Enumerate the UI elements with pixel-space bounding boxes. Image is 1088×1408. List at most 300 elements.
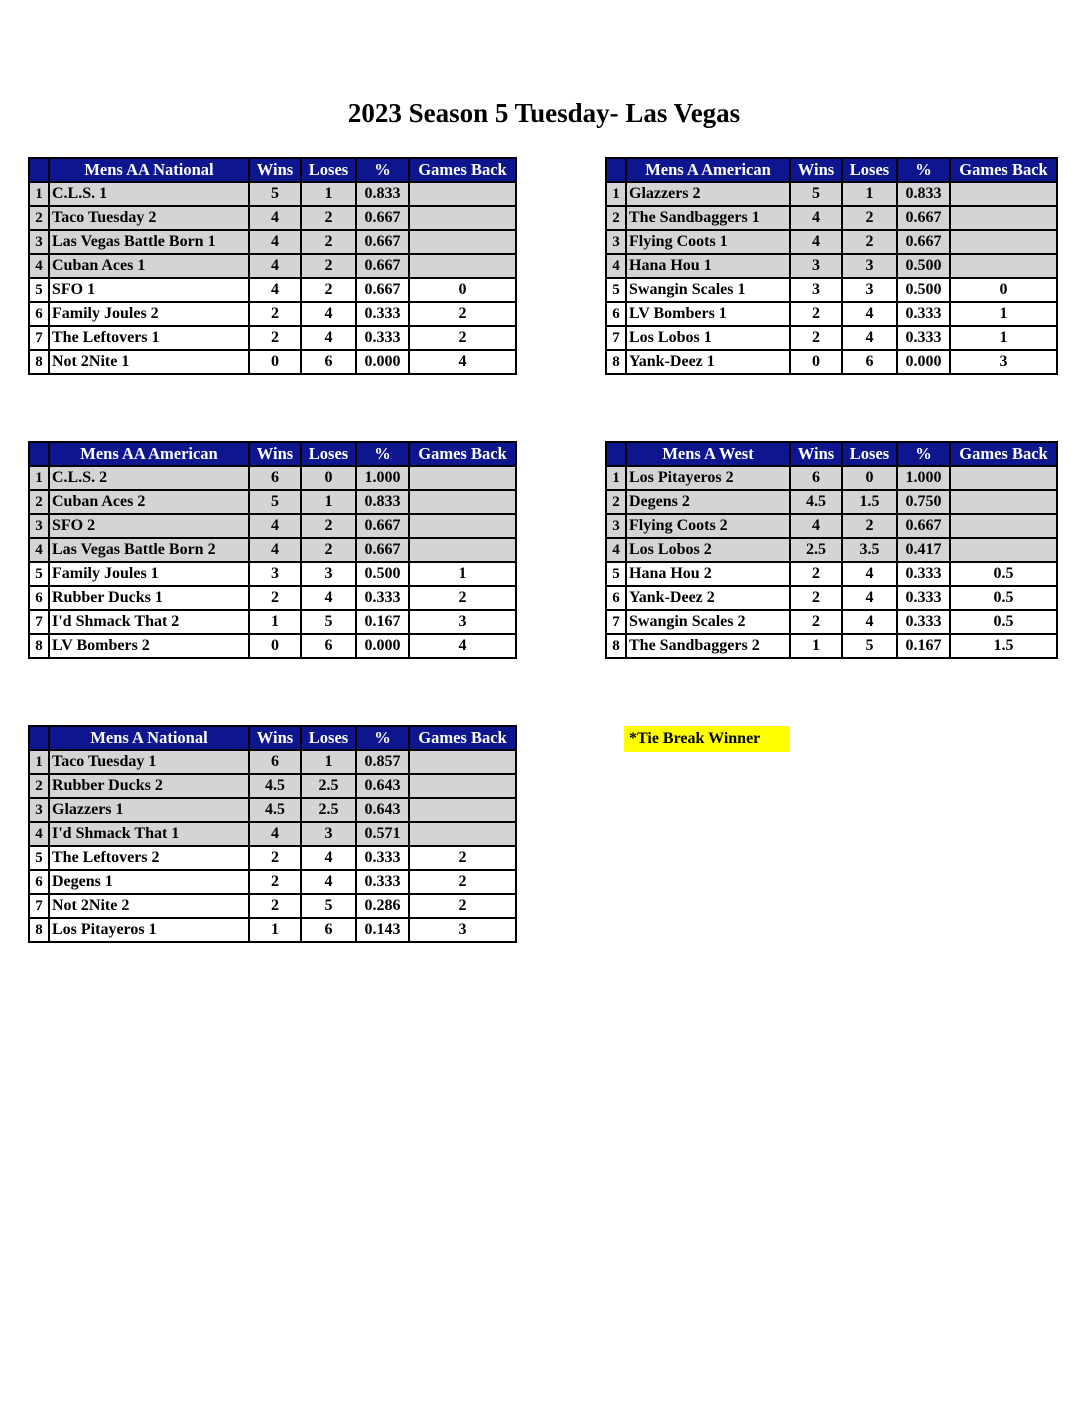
team-cell: Not 2Nite 1 xyxy=(49,350,249,374)
pct-cell: 0.750 xyxy=(897,490,950,514)
table-row xyxy=(606,538,1057,562)
rank-cell: 1 xyxy=(606,466,626,490)
games-back-cell xyxy=(409,466,516,490)
wins-cell: 1 xyxy=(249,610,301,634)
pct-header: % xyxy=(897,442,950,466)
rank-cell: 8 xyxy=(29,918,49,942)
team-cell: Los Lobos 2 xyxy=(626,538,790,562)
table-row xyxy=(29,894,516,918)
pct-cell: 0.667 xyxy=(897,514,950,538)
rank-cell: 6 xyxy=(29,870,49,894)
loses-cell: 3 xyxy=(301,562,356,586)
games-back-cell: 2 xyxy=(409,894,516,918)
table-row xyxy=(29,206,516,230)
table-row xyxy=(29,798,516,822)
team-cell: The Leftovers 2 xyxy=(49,846,249,870)
team-cell: The Sandbaggers 1 xyxy=(626,206,790,230)
games-back-cell: 4 xyxy=(409,350,516,374)
team-cell: Swangin Scales 1 xyxy=(626,278,790,302)
team-cell: I'd Shmack That 2 xyxy=(49,610,249,634)
table-header-row xyxy=(29,442,516,466)
table-header-row xyxy=(606,442,1057,466)
division-name: Mens A West xyxy=(626,442,790,466)
rank-cell: 4 xyxy=(29,254,49,278)
wins-cell: 2 xyxy=(249,586,301,610)
games-back-cell: 0.5 xyxy=(950,586,1057,610)
loses-cell: 6 xyxy=(301,918,356,942)
rank-cell: 7 xyxy=(29,610,49,634)
games-back-cell: 2 xyxy=(409,870,516,894)
team-cell: Family Joules 2 xyxy=(49,302,249,326)
pct-cell: 0.143 xyxy=(356,918,409,942)
wins-cell: 2 xyxy=(249,326,301,350)
team-cell: LV Bombers 1 xyxy=(626,302,790,326)
games-back-header: Games Back xyxy=(950,442,1057,466)
wins-header: Wins xyxy=(790,442,842,466)
team-cell: Degens 2 xyxy=(626,490,790,514)
team-cell: Glazzers 1 xyxy=(49,798,249,822)
table-row xyxy=(29,254,516,278)
wins-cell: 6 xyxy=(790,466,842,490)
team-cell: Los Lobos 1 xyxy=(626,326,790,350)
rank-cell: 4 xyxy=(29,538,49,562)
wins-cell: 4 xyxy=(249,538,301,562)
rank-cell: 8 xyxy=(29,634,49,658)
games-back-cell xyxy=(409,490,516,514)
wins-cell: 4 xyxy=(790,514,842,538)
loses-cell: 4 xyxy=(301,586,356,610)
pct-cell: 0.643 xyxy=(356,774,409,798)
table-row xyxy=(29,326,516,350)
loses-cell: 2 xyxy=(301,278,356,302)
games-back-cell: 2 xyxy=(409,586,516,610)
wins-cell: 4.5 xyxy=(249,774,301,798)
games-back-cell: 1 xyxy=(409,562,516,586)
games-back-cell xyxy=(409,182,516,206)
rank-cell: 2 xyxy=(29,774,49,798)
wins-cell: 2 xyxy=(790,302,842,326)
loses-cell: 6 xyxy=(301,634,356,658)
table-header-row xyxy=(29,726,516,750)
wins-cell: 3 xyxy=(790,254,842,278)
loses-cell: 4 xyxy=(301,326,356,350)
pct-cell: 0.500 xyxy=(356,562,409,586)
pct-cell: 0.500 xyxy=(897,254,950,278)
games-back-cell xyxy=(409,514,516,538)
pct-cell: 0.333 xyxy=(897,610,950,634)
wins-cell: 2.5 xyxy=(790,538,842,562)
loses-cell: 6 xyxy=(842,350,897,374)
pct-cell: 0.667 xyxy=(356,278,409,302)
games-back-cell: 0.5 xyxy=(950,562,1057,586)
games-back-cell: 4 xyxy=(409,634,516,658)
loses-cell: 2 xyxy=(301,538,356,562)
rank-cell: 1 xyxy=(29,466,49,490)
wins-cell: 0 xyxy=(249,350,301,374)
wins-cell: 2 xyxy=(249,894,301,918)
rank-cell: 1 xyxy=(606,182,626,206)
team-cell: Flying Coots 1 xyxy=(626,230,790,254)
table-row xyxy=(29,774,516,798)
team-cell: Hana Hou 1 xyxy=(626,254,790,278)
games-back-cell xyxy=(409,774,516,798)
rank-cell: 1 xyxy=(29,182,49,206)
games-back-cell: 2 xyxy=(409,326,516,350)
pct-cell: 0.000 xyxy=(897,350,950,374)
table-row xyxy=(29,230,516,254)
loses-cell: 2.5 xyxy=(301,774,356,798)
loses-cell: 1 xyxy=(301,750,356,774)
rank-cell: 2 xyxy=(29,206,49,230)
rank-cell: 8 xyxy=(606,350,626,374)
games-back-cell: 0 xyxy=(950,278,1057,302)
table-row xyxy=(606,254,1057,278)
loses-cell: 4 xyxy=(842,610,897,634)
games-back-cell: 2 xyxy=(409,302,516,326)
pct-header: % xyxy=(897,158,950,182)
rank-cell: 3 xyxy=(29,230,49,254)
games-back-cell xyxy=(409,538,516,562)
games-back-cell: 3 xyxy=(950,350,1057,374)
table-row xyxy=(606,326,1057,350)
rank-cell: 3 xyxy=(29,514,49,538)
pct-cell: 0.500 xyxy=(897,278,950,302)
team-cell: Rubber Ducks 2 xyxy=(49,774,249,798)
loses-cell: 1.5 xyxy=(842,490,897,514)
pct-cell: 0.643 xyxy=(356,798,409,822)
loses-cell: 1 xyxy=(301,490,356,514)
pct-cell: 1.000 xyxy=(356,466,409,490)
loses-cell: 4 xyxy=(842,562,897,586)
games-back-header: Games Back xyxy=(409,726,516,750)
wins-cell: 0 xyxy=(249,634,301,658)
table-row xyxy=(29,514,516,538)
rank-header xyxy=(29,158,49,182)
team-cell: LV Bombers 2 xyxy=(49,634,249,658)
table-row xyxy=(29,350,516,374)
pct-cell: 0.667 xyxy=(356,514,409,538)
loses-cell: 2 xyxy=(842,206,897,230)
rank-header xyxy=(29,726,49,750)
team-cell: Cuban Aces 1 xyxy=(49,254,249,278)
games-back-cell: 0.5 xyxy=(950,610,1057,634)
rank-cell: 5 xyxy=(29,846,49,870)
table-header-row xyxy=(29,158,516,182)
games-back-cell xyxy=(409,798,516,822)
pct-cell: 0.286 xyxy=(356,894,409,918)
pct-cell: 0.333 xyxy=(356,586,409,610)
table-row xyxy=(29,538,516,562)
rank-cell: 4 xyxy=(29,822,49,846)
rank-cell: 4 xyxy=(606,538,626,562)
table-row xyxy=(29,586,516,610)
loses-header: Loses xyxy=(301,442,356,466)
rank-cell: 7 xyxy=(29,894,49,918)
pct-cell: 0.857 xyxy=(356,750,409,774)
games-back-header: Games Back xyxy=(409,158,516,182)
loses-header: Loses xyxy=(301,158,356,182)
games-back-cell xyxy=(950,254,1057,278)
team-cell: Yank-Deez 2 xyxy=(626,586,790,610)
games-back-cell xyxy=(950,206,1057,230)
table-row xyxy=(29,278,516,302)
rank-cell: 1 xyxy=(29,750,49,774)
wins-cell: 2 xyxy=(249,846,301,870)
wins-cell: 2 xyxy=(790,610,842,634)
rank-cell: 3 xyxy=(29,798,49,822)
pct-cell: 0.333 xyxy=(356,846,409,870)
wins-header: Wins xyxy=(790,158,842,182)
rank-cell: 5 xyxy=(29,562,49,586)
wins-cell: 4 xyxy=(249,278,301,302)
games-back-cell xyxy=(409,230,516,254)
wins-cell: 4 xyxy=(249,206,301,230)
games-back-cell: 2 xyxy=(409,846,516,870)
table-row xyxy=(606,350,1057,374)
loses-cell: 1 xyxy=(842,182,897,206)
team-cell: Taco Tuesday 2 xyxy=(49,206,249,230)
wins-header: Wins xyxy=(249,442,301,466)
games-back-cell: 0 xyxy=(409,278,516,302)
loses-cell: 3.5 xyxy=(842,538,897,562)
loses-header: Loses xyxy=(842,158,897,182)
standings-table xyxy=(605,441,1058,659)
pct-cell: 0.333 xyxy=(897,302,950,326)
pct-header: % xyxy=(356,442,409,466)
table-header-row xyxy=(606,158,1057,182)
rank-cell: 8 xyxy=(606,634,626,658)
wins-cell: 5 xyxy=(790,182,842,206)
table-row xyxy=(606,610,1057,634)
team-cell: C.L.S. 2 xyxy=(49,466,249,490)
loses-cell: 0 xyxy=(842,466,897,490)
wins-header: Wins xyxy=(249,158,301,182)
rank-cell: 2 xyxy=(606,490,626,514)
team-cell: Los Pitayeros 1 xyxy=(49,918,249,942)
games-back-cell xyxy=(950,230,1057,254)
loses-cell: 5 xyxy=(301,610,356,634)
pct-cell: 0.667 xyxy=(356,206,409,230)
standings-table xyxy=(605,157,1058,375)
wins-cell: 4 xyxy=(249,230,301,254)
rank-cell: 8 xyxy=(29,350,49,374)
division-name: Mens AA National xyxy=(49,158,249,182)
team-cell: Yank-Deez 1 xyxy=(626,350,790,374)
loses-cell: 4 xyxy=(842,302,897,326)
games-back-header: Games Back xyxy=(950,158,1057,182)
loses-cell: 2 xyxy=(301,514,356,538)
table-row xyxy=(606,230,1057,254)
rank-cell: 5 xyxy=(606,562,626,586)
games-back-header: Games Back xyxy=(409,442,516,466)
rank-cell: 7 xyxy=(606,610,626,634)
loses-cell: 4 xyxy=(842,326,897,350)
games-back-cell: 1.5 xyxy=(950,634,1057,658)
games-back-cell xyxy=(950,490,1057,514)
table-row xyxy=(606,278,1057,302)
rank-cell: 6 xyxy=(29,302,49,326)
games-back-cell: 1 xyxy=(950,326,1057,350)
loses-cell: 3 xyxy=(842,254,897,278)
pct-cell: 1.000 xyxy=(897,466,950,490)
rank-cell: 5 xyxy=(606,278,626,302)
wins-cell: 1 xyxy=(790,634,842,658)
loses-cell: 3 xyxy=(842,278,897,302)
pct-cell: 0.833 xyxy=(356,182,409,206)
table-row xyxy=(29,302,516,326)
loses-header: Loses xyxy=(301,726,356,750)
table-row xyxy=(29,750,516,774)
wins-cell: 2 xyxy=(249,870,301,894)
wins-cell: 5 xyxy=(249,182,301,206)
team-cell: Swangin Scales 2 xyxy=(626,610,790,634)
table-row xyxy=(29,634,516,658)
wins-cell: 6 xyxy=(249,466,301,490)
division-name: Mens AA American xyxy=(49,442,249,466)
rank-header xyxy=(606,442,626,466)
wins-cell: 6 xyxy=(249,750,301,774)
table-row xyxy=(606,634,1057,658)
pct-cell: 0.333 xyxy=(897,326,950,350)
rank-cell: 2 xyxy=(29,490,49,514)
wins-cell: 4.5 xyxy=(249,798,301,822)
games-back-cell: 3 xyxy=(409,610,516,634)
games-back-cell xyxy=(409,254,516,278)
team-cell: Los Pitayeros 2 xyxy=(626,466,790,490)
games-back-cell xyxy=(950,182,1057,206)
pct-header: % xyxy=(356,158,409,182)
table-row xyxy=(29,870,516,894)
rank-cell: 7 xyxy=(29,326,49,350)
team-cell: SFO 2 xyxy=(49,514,249,538)
games-back-cell xyxy=(409,822,516,846)
games-back-cell xyxy=(409,750,516,774)
wins-cell: 2 xyxy=(790,586,842,610)
team-cell: The Leftovers 1 xyxy=(49,326,249,350)
loses-cell: 4 xyxy=(301,846,356,870)
wins-cell: 4 xyxy=(249,514,301,538)
team-cell: Taco Tuesday 1 xyxy=(49,750,249,774)
loses-cell: 2 xyxy=(842,514,897,538)
table-row xyxy=(606,466,1057,490)
rank-cell: 2 xyxy=(606,206,626,230)
table-row xyxy=(606,514,1057,538)
team-cell: Flying Coots 2 xyxy=(626,514,790,538)
rank-cell: 6 xyxy=(606,586,626,610)
wins-cell: 2 xyxy=(790,562,842,586)
games-back-cell xyxy=(950,466,1057,490)
standings-table xyxy=(28,441,517,659)
pct-cell: 0.167 xyxy=(356,610,409,634)
loses-cell: 4 xyxy=(301,302,356,326)
loses-cell: 4 xyxy=(301,870,356,894)
wins-cell: 3 xyxy=(249,562,301,586)
pct-cell: 0.667 xyxy=(897,206,950,230)
rank-cell: 7 xyxy=(606,326,626,350)
wins-cell: 4 xyxy=(790,230,842,254)
wins-cell: 2 xyxy=(249,302,301,326)
loses-cell: 4 xyxy=(842,586,897,610)
games-back-cell xyxy=(950,514,1057,538)
loses-cell: 3 xyxy=(301,822,356,846)
wins-cell: 1 xyxy=(249,918,301,942)
pct-cell: 0.333 xyxy=(897,586,950,610)
loses-cell: 5 xyxy=(301,894,356,918)
loses-cell: 6 xyxy=(301,350,356,374)
table-row xyxy=(29,918,516,942)
table-row xyxy=(606,586,1057,610)
table-row xyxy=(29,182,516,206)
tie-break-legend: *Tie Break Winner xyxy=(624,726,790,752)
loses-cell: 1 xyxy=(301,182,356,206)
table-row xyxy=(29,490,516,514)
page-title: 2023 Season 5 Tuesday- Las Vegas xyxy=(347,98,741,128)
rank-cell: 3 xyxy=(606,230,626,254)
team-cell: Family Joules 1 xyxy=(49,562,249,586)
pct-cell: 0.333 xyxy=(897,562,950,586)
loses-cell: 2 xyxy=(842,230,897,254)
wins-header: Wins xyxy=(249,726,301,750)
games-back-cell: 3 xyxy=(409,918,516,942)
pct-cell: 0.667 xyxy=(356,230,409,254)
rank-cell: 6 xyxy=(29,586,49,610)
rank-cell: 5 xyxy=(29,278,49,302)
team-cell: Not 2Nite 2 xyxy=(49,894,249,918)
pct-cell: 0.571 xyxy=(356,822,409,846)
table-row xyxy=(606,302,1057,326)
wins-cell: 4.5 xyxy=(790,490,842,514)
wins-cell: 4 xyxy=(790,206,842,230)
loses-cell: 2 xyxy=(301,230,356,254)
pct-cell: 0.000 xyxy=(356,350,409,374)
table-row xyxy=(606,562,1057,586)
pct-cell: 0.167 xyxy=(897,634,950,658)
team-cell: I'd Shmack That 1 xyxy=(49,822,249,846)
division-name: Mens A National xyxy=(49,726,249,750)
loses-cell: 5 xyxy=(842,634,897,658)
games-back-cell: 1 xyxy=(950,302,1057,326)
wins-cell: 0 xyxy=(790,350,842,374)
team-cell: Rubber Ducks 1 xyxy=(49,586,249,610)
rank-cell: 6 xyxy=(606,302,626,326)
team-cell: Glazzers 2 xyxy=(626,182,790,206)
team-cell: Las Vegas Battle Born 1 xyxy=(49,230,249,254)
loses-header: Loses xyxy=(842,442,897,466)
table-row xyxy=(29,822,516,846)
pct-cell: 0.667 xyxy=(356,254,409,278)
team-cell: Cuban Aces 2 xyxy=(49,490,249,514)
loses-cell: 2 xyxy=(301,206,356,230)
table-row xyxy=(29,562,516,586)
wins-cell: 4 xyxy=(249,822,301,846)
table-row xyxy=(29,466,516,490)
pct-cell: 0.417 xyxy=(897,538,950,562)
pct-cell: 0.333 xyxy=(356,870,409,894)
wins-cell: 5 xyxy=(249,490,301,514)
table-row xyxy=(29,610,516,634)
table-row xyxy=(606,182,1057,206)
loses-cell: 2.5 xyxy=(301,798,356,822)
rank-cell: 3 xyxy=(606,514,626,538)
games-back-cell xyxy=(409,206,516,230)
table-row xyxy=(606,490,1057,514)
wins-cell: 3 xyxy=(790,278,842,302)
pct-cell: 0.833 xyxy=(356,490,409,514)
table-row xyxy=(29,846,516,870)
team-cell: Hana Hou 2 xyxy=(626,562,790,586)
wins-cell: 4 xyxy=(249,254,301,278)
pct-cell: 0.667 xyxy=(897,230,950,254)
